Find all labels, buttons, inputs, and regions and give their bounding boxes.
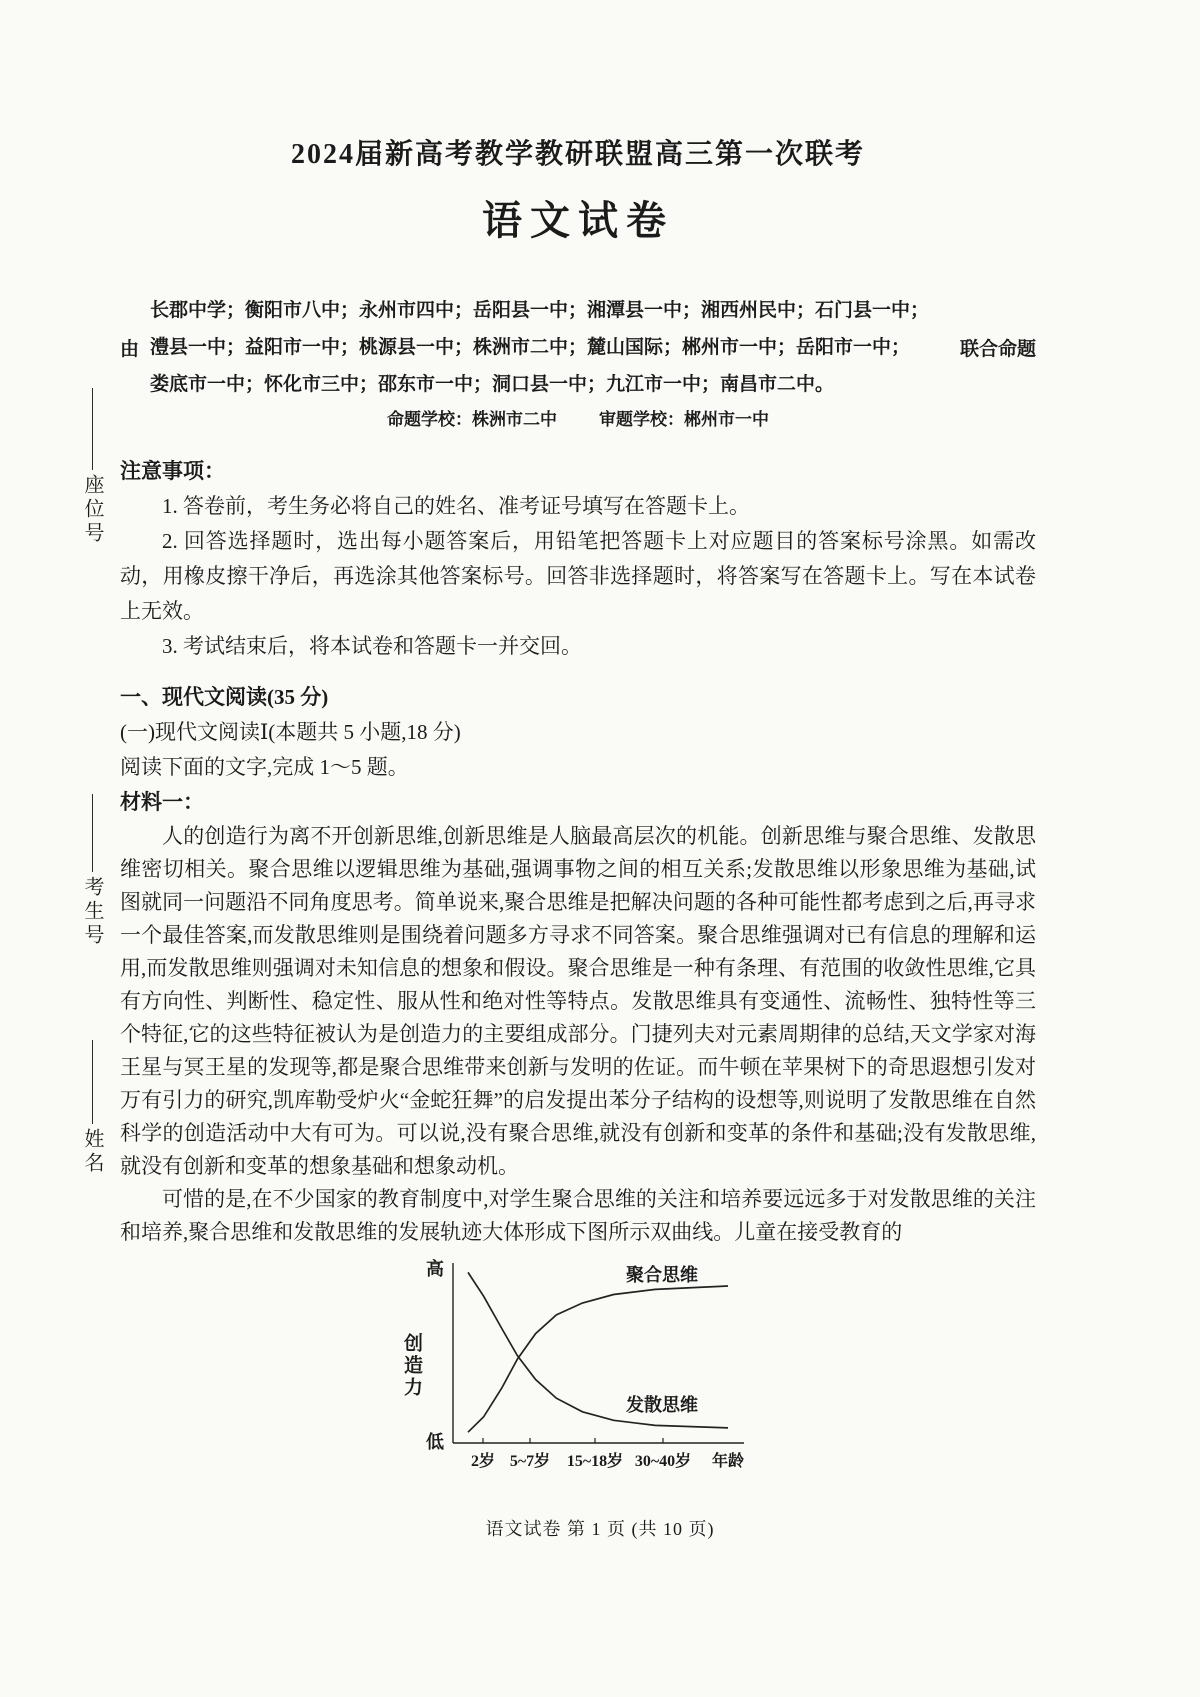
seat-number-line <box>92 388 93 470</box>
creativity-age-chart <box>388 1253 772 1501</box>
school-line: 娄底市一中；怀化市三中；邵东市一中；洞口县一中；九江市一中；南昌市二中。 <box>150 374 835 395</box>
candidate-number-field <box>78 794 107 948</box>
x-tick-label: 15~18岁 <box>566 1453 624 1470</box>
x-tick-label: 5~7岁 <box>509 1453 551 1470</box>
school-line: 澧县一中；益阳市一中；桃源县一中；株洲市二中；麓山国际；郴州市一中；岳阳市一中； <box>150 337 911 358</box>
seat-number-field <box>78 388 107 546</box>
y-axis-high-label: 高 <box>426 1259 444 1279</box>
y-axis-low-label: 低 <box>426 1432 444 1452</box>
notice-item: 3. 考试结束后，将本试卷和答题卡一并交回。 <box>162 634 582 658</box>
notice-item: 2. 回答选择题时，选出每小题答案后，用铅笔把答题卡上对应题目的答案标号涂黑。如需改动，用橡皮擦干净后，再选涂其他答案标号。回答非选择题时，将答案写在答题卡上。写在本试卷上无效。 <box>120 529 1036 623</box>
x-tick-label: 2岁 <box>470 1453 496 1470</box>
name-line <box>92 1040 93 1124</box>
part-heading: (一)现代文阅读Ⅰ(本题共 5 小题,18 分) <box>120 720 461 744</box>
x-axis-title: 年龄 <box>711 1453 745 1470</box>
curve-label-divergent: 发散思维 <box>626 1395 698 1415</box>
setter-school: 命题学校：株洲市二中 <box>387 410 557 429</box>
joint-proposition-label: 联合命题 <box>959 339 1036 360</box>
body-paragraph: 可惜的是,在不少国家的教育制度中,对学生聚合思维的关注和培养要远远多于对发散思维的关注和培养,聚合思维和发散思维的发展轨迹大体形成下图所示双曲线。儿童在接受教育的 <box>120 1187 1036 1244</box>
setter-reviewer-line <box>120 408 1036 432</box>
x-tick-label: 30~40岁 <box>634 1453 692 1470</box>
name-field <box>78 1040 107 1176</box>
notice-heading: 注意事项： <box>120 459 225 483</box>
footer-page-info: 语文试卷 第 1 页 (共 10 页) <box>485 1519 715 1539</box>
section-heading: 一、现代文阅读(35 分) <box>120 685 329 709</box>
organizer-prefix: 由 <box>120 339 140 360</box>
exam-page-content <box>120 138 1036 1501</box>
material-label: 材料一： <box>120 790 204 814</box>
seat-number-label: 座位号 <box>81 474 103 546</box>
chart-canvas <box>388 1253 772 1501</box>
exam-title: 2024届新高考教学教研联盟高三第一次联考 <box>290 139 865 170</box>
school-line: 长郡中学；衡阳市八中；永州市四中；岳阳县一中；湘潭县一中；湘西州民中；石门县一中； <box>150 300 930 321</box>
subject-title: 语文试卷 <box>482 198 674 243</box>
organizing-schools-block <box>120 292 1036 403</box>
school-list <box>150 292 952 403</box>
body-paragraph: 人的创造行为离不开创新思维,创新思维是人脑最高层次的机能。创新思维与聚合思维、发散思维密切相关。聚合思维以逻辑思维为基础,强调事物之间的相互关系;发散思维以形象思维为基础,试图就同一问题沿不同角度思考。简单说来,聚合思维是把解决问题的各种可能性都考虑到之后,再寻求一个最佳答案,而发散思维则是围绕着问题多方寻求不同答案。聚合思维强调对已有信息的理解和运用,而发散思维则强调对未知信息的想象和假设。聚合思维是一种有条理、有范围的收敛性思维,它具有方向性、判断性、稳定性、服从性和绝对性等特点。发散思维具有变通性、流畅性、独特性等三个特征,它的这些特征被认为是创造力的主要组成部分。门捷列夫对元素周期律的总结,天文学家对海王星与冥王星的发现等,都是聚合思维带来创新与发明的佐证。而牛顿在苹果树下的奇思遐想引发对万有引力的研究,凯库勒受炉火“金蛇狂舞”的启发提出苯分子结构的设想等,则说明了发散思维在自然科学的创造活动中大有可为。可以说,没有聚合思维,就没有创新和变革的条件和基础;没有发散思维,就没有创新和变革的想象基础和想象动机。 <box>120 824 1036 1178</box>
y-axis-title: 创造力 <box>401 1333 422 1399</box>
candidate-number-label: 考生号 <box>81 876 103 948</box>
notice-item: 1. 答卷前，考生务必将自己的姓名、准考证号填写在答题卡上。 <box>162 494 750 518</box>
reading-instruction: 阅读下面的文字,完成 1～5 题。 <box>120 755 409 779</box>
name-label: 姓名 <box>81 1128 103 1176</box>
candidate-number-line <box>92 794 93 872</box>
curve-label-convergent: 聚合思维 <box>626 1265 698 1285</box>
reviewer-school: 审题学校：郴州市一中 <box>599 410 769 429</box>
